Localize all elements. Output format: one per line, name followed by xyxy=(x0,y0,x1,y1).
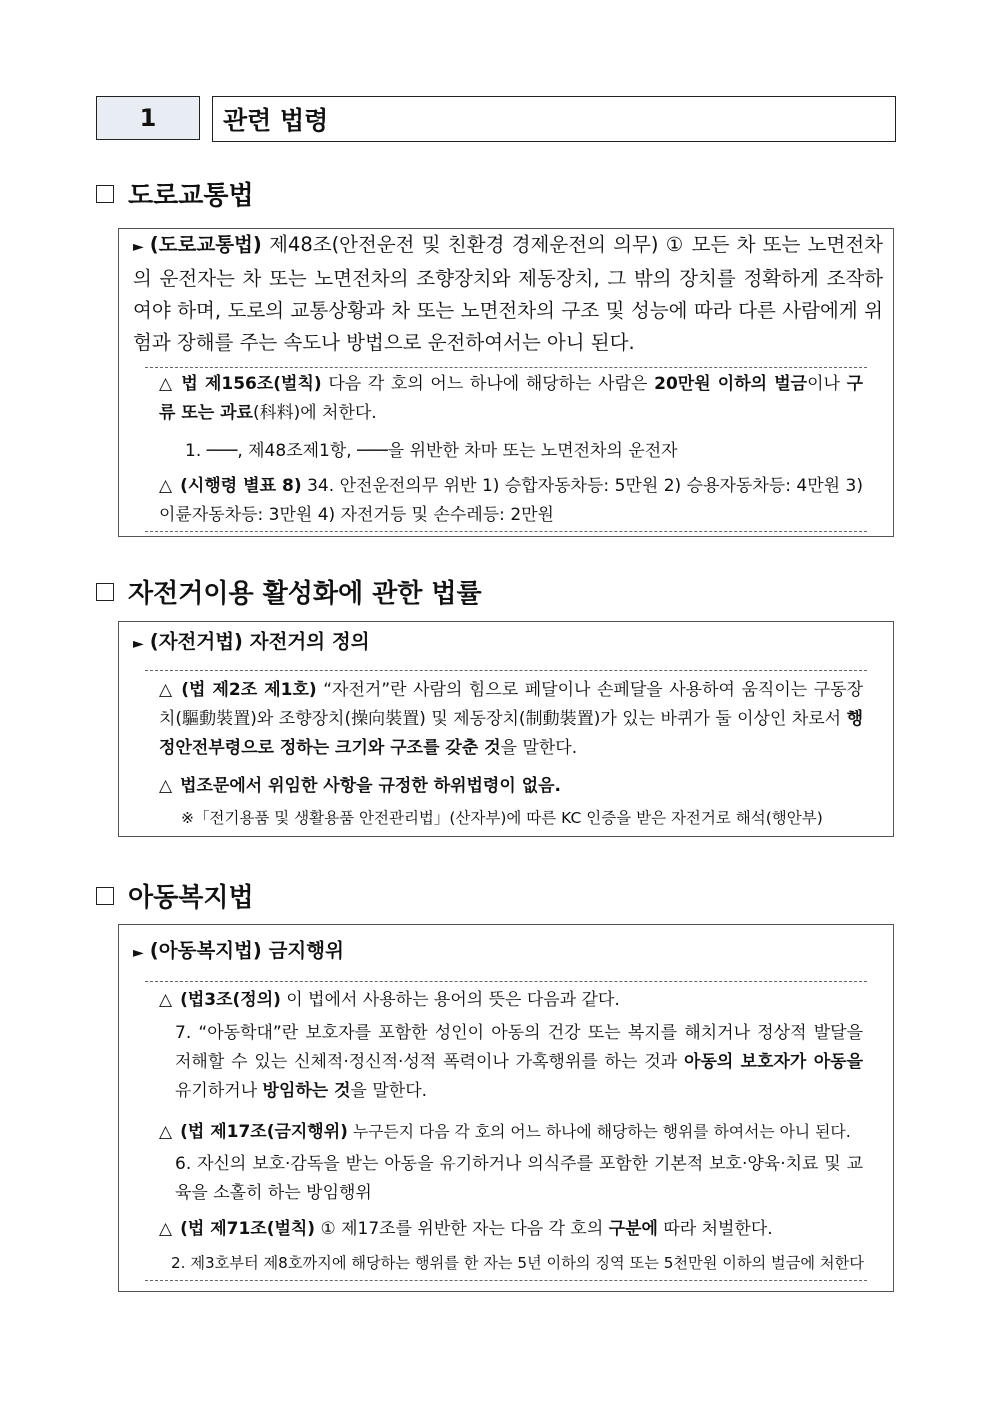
dashed-divider xyxy=(145,670,867,671)
triangle-bullet-icon: △ xyxy=(159,680,174,700)
law-title-child-welfare: 아동복지법 xyxy=(96,877,254,914)
dashed-divider xyxy=(145,981,867,982)
section-number: 1 xyxy=(96,96,200,140)
dashed-divider xyxy=(145,1280,867,1281)
law-box-child-welfare xyxy=(118,924,894,1292)
law-box-bicycle xyxy=(118,621,894,837)
triangle-bullet-icon: △ xyxy=(159,776,173,796)
dashed-divider xyxy=(145,367,867,368)
law-title-road-traffic: 도로교통법 xyxy=(96,175,254,212)
section-heading: 관련 법령 xyxy=(212,96,896,142)
no-subordinate-paragraph: △ 법조문에서 위임한 사항을 규정한 하위법령이 없음. xyxy=(159,776,561,796)
triangle-bullet-icon: △ xyxy=(159,1219,173,1239)
arrow-bullet-icon: ► xyxy=(133,945,144,961)
lead-paragraph: ► (아동복지법) 금지행위 xyxy=(133,939,344,962)
triangle-bullet-icon: △ xyxy=(159,374,174,394)
prohibition-paragraph: △ (법 제17조(금지행위) 누구든지 다음 각 호의 어느 하나에 해당하는 행위를 하여서는 아니 된다. xyxy=(159,1122,851,1142)
penalty-paragraph: △ (법 제71조(벌칙) ① 제17조를 위반한 자는 다음 각 호의 구분에 따라 처벌한다. xyxy=(159,1219,773,1239)
arrow-bullet-icon: ► xyxy=(133,636,144,652)
definition-item: 7. “아동학대”란 보호자를 포함한 성인이 아동의 건강 또는 복지를 해치거나 정상적 발달을 저해할 수 있는 신체적·정신적·성적 폭력이나 가혹행위를 하는 것과 아동의 보호자가 아동을 유기하거나 방임하는 것을 말한다. xyxy=(175,1023,863,1101)
checkbox-icon xyxy=(96,185,114,203)
checkbox-icon xyxy=(96,583,114,601)
checkbox-icon xyxy=(96,887,114,905)
law-title-bicycle: 자전거이용 활성화에 관한 법률 xyxy=(96,573,482,610)
triangle-bullet-icon: △ xyxy=(159,476,173,496)
penalty-paragraph: △ 법 제156조(벌칙) 다음 각 호의 어느 하나에 해당하는 사람은 20만원 이하의 벌금이나 구류 또는 과료(科料)에 처한다. xyxy=(159,374,864,423)
prohibition-item: 6. 자신의 보호·감독을 받는 아동을 유기하거나 의식주를 포함한 기본적 보호·양육·치료 및 교육을 소홀히 하는 방임행위 xyxy=(175,1154,863,1203)
lead-paragraph: ► (도로교통법) 제48조(안전운전 및 친환경 경제운전의 의무) ① 모든 차 또는 노면전차의 운전자는 차 또는 노면전차의 조향장치와 제동장치, 그 밖의 장치를 정확하게 조작하여야 하며, 도로의 교통상황과 차 또는 노면전차의 구조 및 성능에 따라 다른 사람에게 위험과 장해를 주는 속도나 방법으로 운전하여서는 아니 된다. xyxy=(133,233,883,354)
dashed-divider xyxy=(145,531,867,532)
law-box-road-traffic xyxy=(118,228,894,537)
decree-paragraph: △ (시행령 별표 8) 34. 안전운전의무 위반 1) 승합자동차등: 5만원 2) 승용자동차등: 4만원 3) 이륜자동차등: 3만원 4) 자전거등 및 손수레등: 2만원 xyxy=(159,476,863,525)
definition-paragraph: △ (법3조(정의) 이 법에서 사용하는 용어의 뜻은 다음과 같다. xyxy=(159,990,620,1010)
penalty-item: 2. 제3호부터 제8호까지에 해당하는 행위를 한 자는 5년 이하의 징역 또는 5천만원 이하의 벌금에 처한다 xyxy=(171,1254,864,1272)
interpretation-note: ※「전기용품 및 생활용품 안전관리법」(산자부)에 따른 KC 인증을 받은 자전거로 해석(행안부) xyxy=(181,809,823,827)
definition-paragraph: △ (법 제2조 제1호) “자전거”란 사람의 힘으로 페달이나 손페달을 사용하여 움직이는 구동장치(驅動裝置)와 조향장치(操向裝置) 및 제동장치(制動裝置)가 있는 바퀴가 둘 이상인 차로서 행정안전부령으로 정하는 크기와 구조를 갖춘 것을 말한다. xyxy=(159,680,863,758)
triangle-bullet-icon: △ xyxy=(159,1122,173,1142)
triangle-bullet-icon: △ xyxy=(159,990,173,1010)
arrow-bullet-icon: ► xyxy=(133,239,144,255)
lead-paragraph: ► (자전거법) 자전거의 정의 xyxy=(133,630,370,653)
penalty-item: 1. ───, 제48조제1항, ───을 위반한 차마 또는 노면전차의 운전자 xyxy=(185,441,678,461)
